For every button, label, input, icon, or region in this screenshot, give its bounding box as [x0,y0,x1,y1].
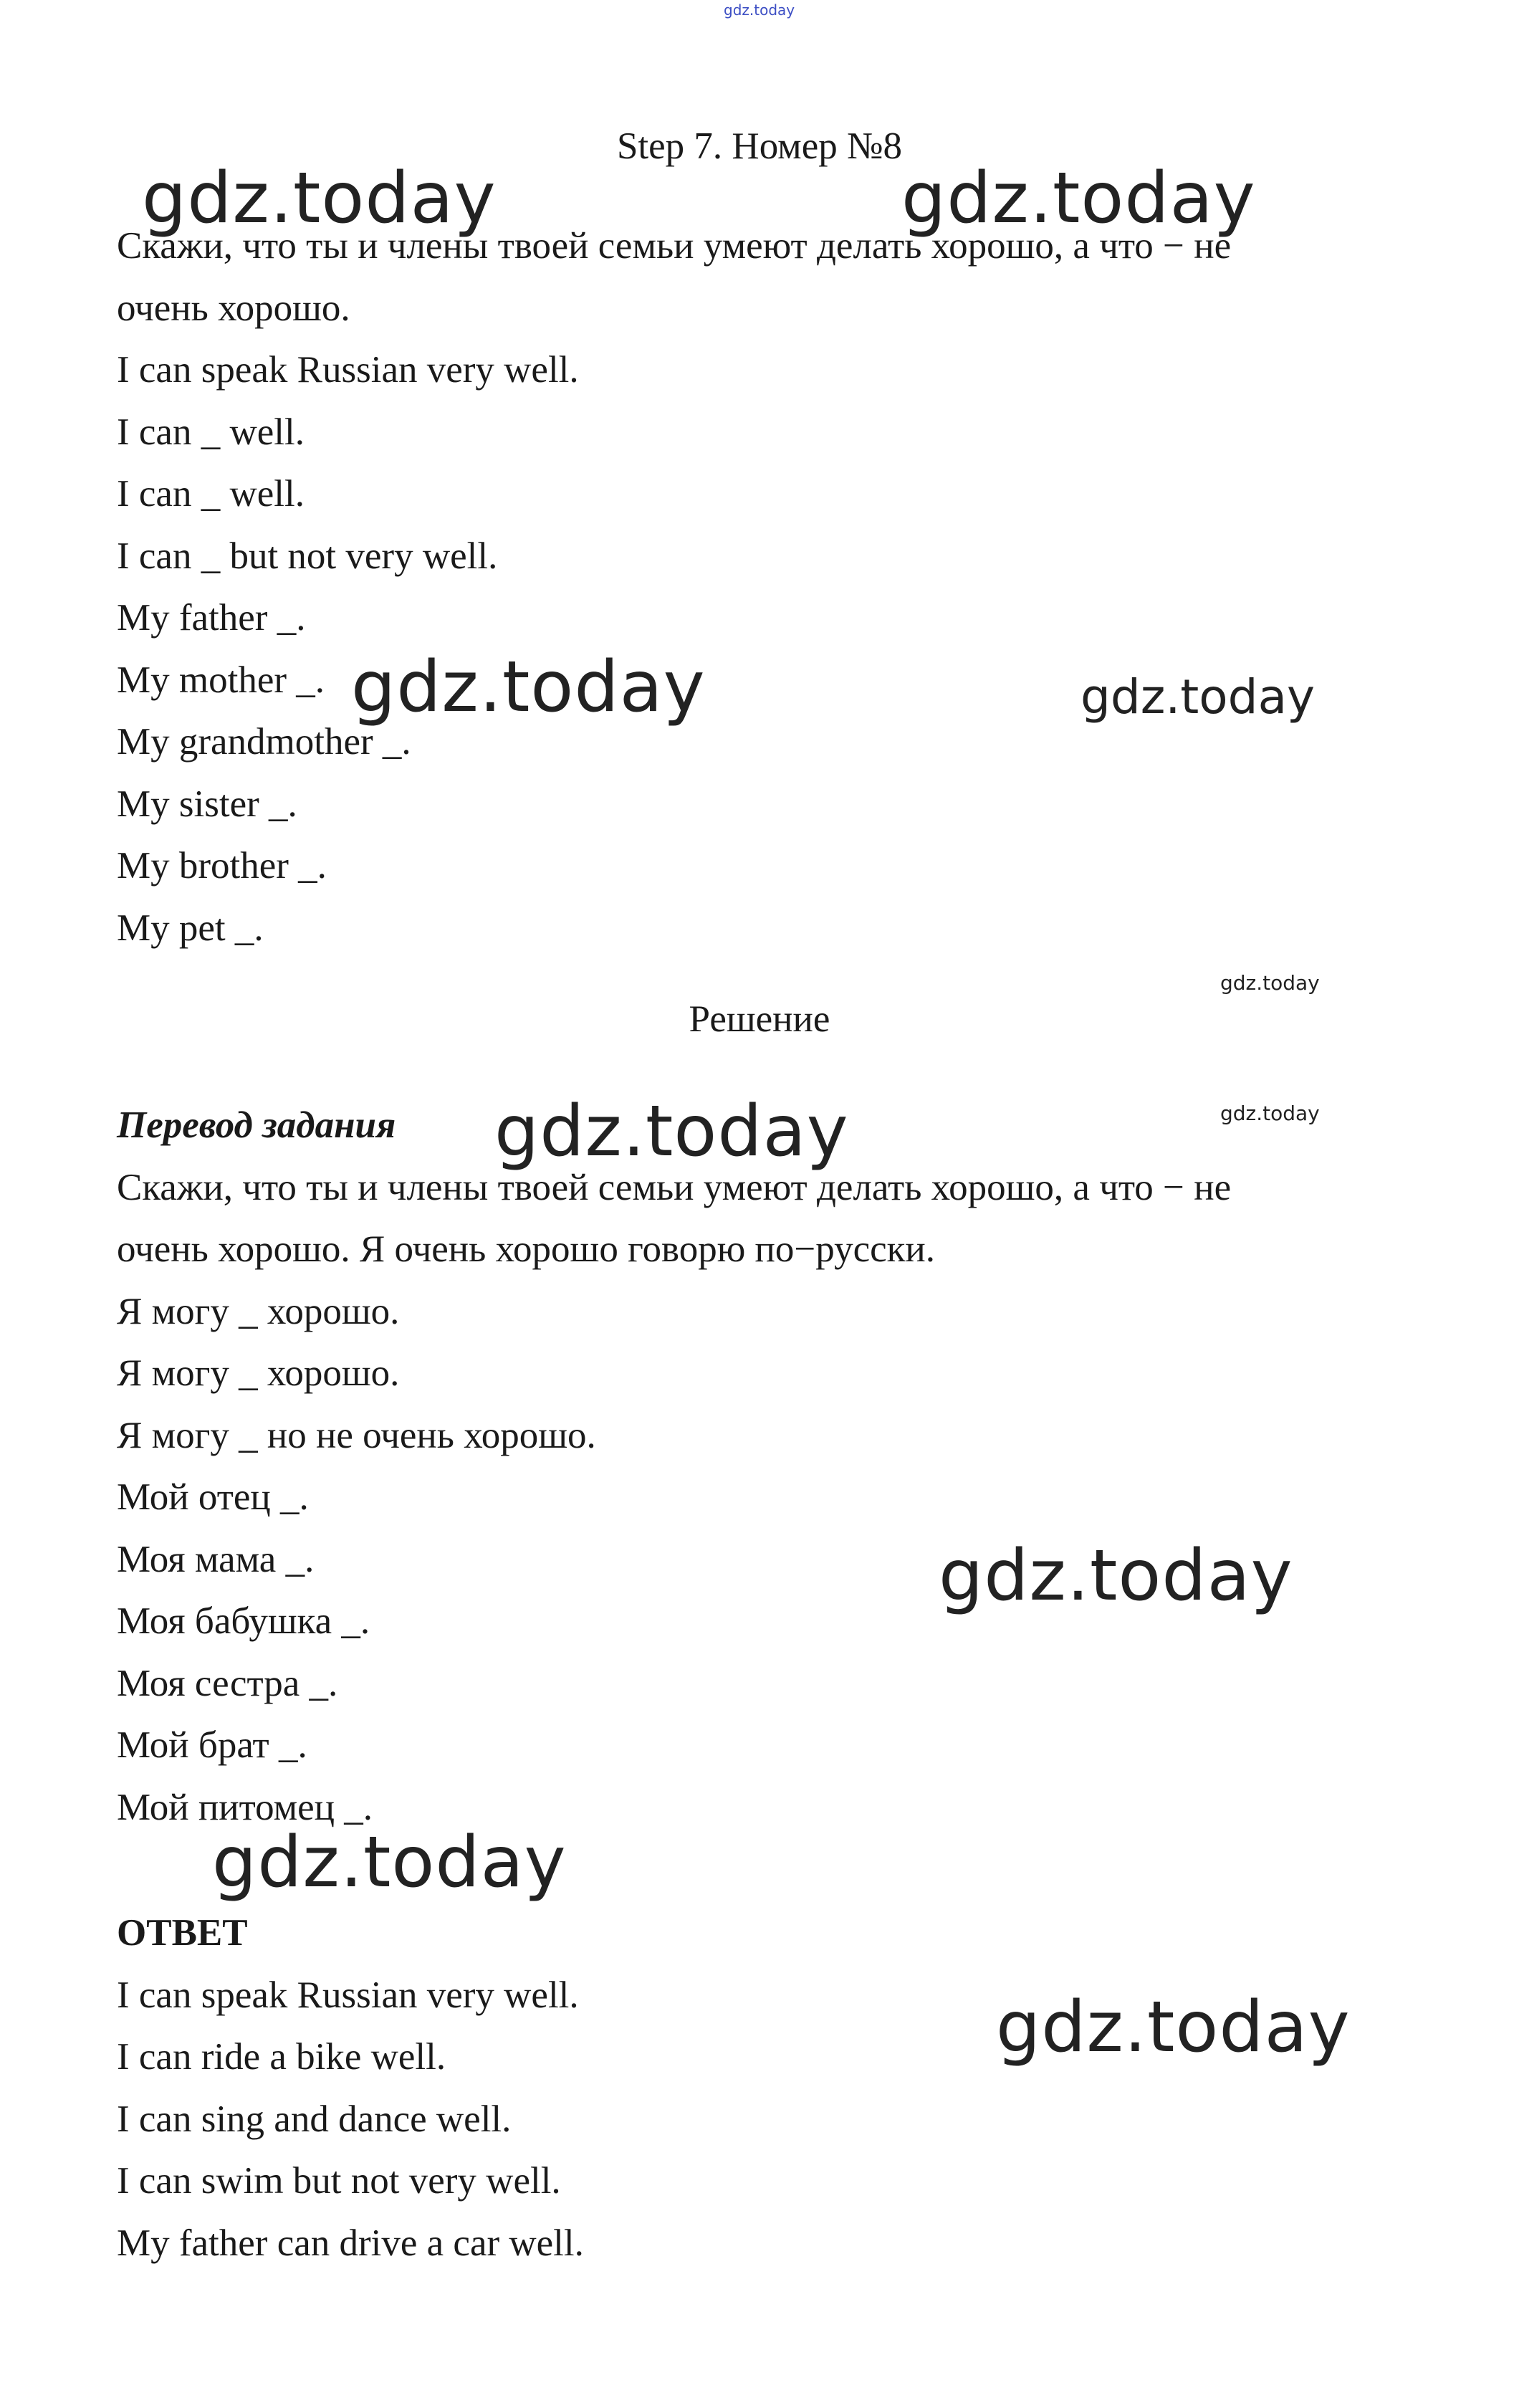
answer-line: I can sing and dance well. [117,2098,512,2140]
task-line: I can _ well. [117,411,305,453]
translation-line: Мой отец _. [117,1476,309,1518]
top-watermark: gdz.today [724,1,795,19]
translation-line: Мой брат _. [117,1724,307,1766]
watermark: gdz.today [939,1535,1293,1617]
watermark: gdz.today [351,646,706,728]
translation-heading: Перевод задания [117,1104,396,1146]
task-line: Скажи, что ты и члены твоей семьи умеют делать хорошо, а что − не [117,225,1232,267]
task-line: I can speak Russian very well. [117,349,579,391]
translation-line: Мой питомец _. [117,1786,373,1828]
watermark: gdz.today [142,158,497,239]
watermark: gdz.today [1080,669,1316,725]
answer-heading: ОТВЕТ [117,1912,248,1954]
translation-line: Моя сестра _. [117,1662,338,1704]
solution-heading: Решение [689,998,830,1040]
watermark: gdz.today [1220,1102,1320,1125]
task-line: My father _. [117,597,306,639]
watermark: gdz.today [901,158,1256,239]
translation-line: Скажи, что ты и члены твоей семьи умеют делать хорошо, а что − не [117,1166,1232,1208]
task-block [117,215,1407,959]
translation-line: Моя мама _. [117,1538,315,1580]
task-line: My pet _. [117,907,264,949]
translation-line: Я могу _ но не очень хорошо. [117,1414,596,1456]
task-line: My grandmother _. [117,721,411,763]
watermark: gdz.today [494,1091,849,1172]
translation-line: Я могу _ хорошо. [117,1352,400,1394]
task-line: I can _ well. [117,473,305,515]
translation-line: Моя бабушка _. [117,1600,370,1642]
translation-line: Я могу _ хорошо. [117,1290,400,1332]
task-line: My mother _. [117,659,325,701]
answer-line: I can ride a bike well. [117,2036,446,2078]
watermark: gdz.today [996,1987,1351,2068]
task-line: My sister _. [117,783,297,825]
translation-block [117,1091,1407,1901]
task-line: My brother _. [117,845,327,887]
watermark: gdz.today [212,1822,567,1903]
watermark: gdz.today [1220,971,1320,995]
answer-block [117,1902,1407,2274]
answer-line: I can swim but not very well. [117,2160,561,2202]
page-title: Step 7. Номер №8 [616,125,903,167]
task-line: очень хорошо. [117,287,350,329]
answer-line: My father can drive a car well. [117,2222,584,2264]
task-line: I can _ but not very well. [117,535,498,577]
translation-line: очень хорошо. Я очень хорошо говорю по−русски. [117,1228,936,1270]
answer-line: I can speak Russian very well. [117,1974,579,2016]
